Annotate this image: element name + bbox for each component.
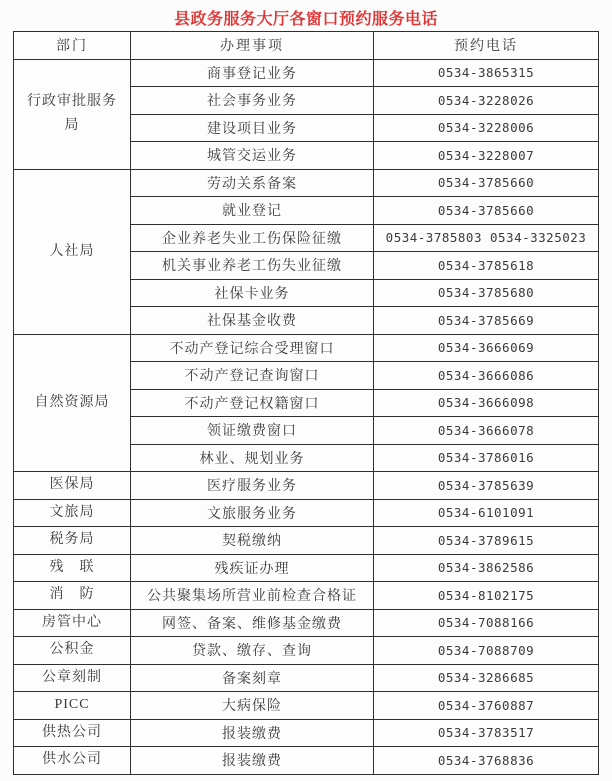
department-cell: 供水公司 (14, 747, 131, 775)
phone-cell: 0534-3789615 (374, 527, 599, 555)
department-cell: 公章刻制 (14, 664, 131, 692)
service-item-cell: 报装缴费 (131, 719, 374, 747)
service-item-cell: 社会事务业务 (131, 87, 374, 115)
department-cell: 文旅局 (14, 499, 131, 527)
header-service-item: 办理事项 (131, 32, 374, 60)
service-item-cell: 商事登记业务 (131, 59, 374, 87)
service-item-cell: 建设项目业务 (131, 114, 374, 142)
table-row (14, 499, 599, 527)
phone-cell: 0534-3228007 (374, 142, 599, 170)
department-cell: 消 防 (14, 582, 131, 610)
table-row (14, 609, 599, 637)
phone-cell: 0534-3228026 (374, 87, 599, 115)
phone-cell: 0534-3666098 (374, 389, 599, 417)
department-cell: 税务局 (14, 527, 131, 555)
service-item-cell: 医疗服务业务 (131, 472, 374, 500)
service-item-cell: 网签、备案、维修基金缴费 (131, 609, 374, 637)
table-row (14, 664, 599, 692)
service-item-cell: 文旅服务业务 (131, 499, 374, 527)
page-title: 县政务服务大厅各窗口预约服务电话 (173, 11, 438, 28)
service-item-cell: 机关事业养老工伤失业征缴 (131, 252, 374, 280)
phone-cell: 0534-8102175 (374, 582, 599, 610)
table-header (14, 32, 599, 60)
service-item-cell: 就业登记 (131, 197, 374, 225)
phone-cell: 0534-3768836 (374, 747, 599, 775)
department-cell: 残 联 (14, 554, 131, 582)
table-row (14, 637, 599, 665)
header-department: 部门 (14, 32, 131, 60)
phone-cell: 0534-3865315 (374, 59, 599, 87)
phone-cell: 0534-3785803 0534-3325023 (374, 224, 599, 252)
table-row (14, 169, 599, 197)
phone-cell: 0534-3783517 (374, 719, 599, 747)
phone-cell: 0534-3786016 (374, 444, 599, 472)
phone-cell: 0534-3760887 (374, 692, 599, 720)
service-item-cell: 契税缴纳 (131, 527, 374, 555)
service-item-cell: 备案刻章 (131, 664, 374, 692)
service-item-cell: 大病保险 (131, 692, 374, 720)
service-item-cell: 不动产登记综合受理窗口 (131, 334, 374, 362)
department-cell: 行政审批服务局 (14, 59, 131, 169)
phone-cell: 0534-3785660 (374, 169, 599, 197)
table-row (14, 582, 599, 610)
service-item-cell: 不动产登记权籍窗口 (131, 389, 374, 417)
table-row (14, 719, 599, 747)
service-item-cell: 劳动关系备案 (131, 169, 374, 197)
table-row (14, 472, 599, 500)
table-row (14, 334, 599, 362)
phone-cell: 0534-3228006 (374, 114, 599, 142)
phone-cell: 0534-3862586 (374, 554, 599, 582)
reservation-phone-table (13, 31, 599, 775)
phone-cell: 0534-3666078 (374, 417, 599, 445)
department-cell: 自然资源局 (14, 334, 131, 472)
phone-cell: 0534-3785618 (374, 252, 599, 280)
department-cell: 医保局 (14, 472, 131, 500)
table-row (14, 692, 599, 720)
table-row (14, 527, 599, 555)
table-body (14, 59, 599, 774)
department-cell: 供热公司 (14, 719, 131, 747)
service-item-cell: 不动产登记查询窗口 (131, 362, 374, 390)
header-row (14, 32, 599, 60)
phone-cell: 0534-7088709 (374, 637, 599, 665)
phone-cell: 0534-3785639 (374, 472, 599, 500)
phone-cell: 0534-3785680 (374, 279, 599, 307)
phone-cell: 0534-3666069 (374, 334, 599, 362)
service-item-cell: 公共聚集场所营业前检查合格证 (131, 582, 374, 610)
phone-cell: 0534-3785669 (374, 307, 599, 335)
phone-cell: 0534-3785660 (374, 197, 599, 225)
table-row (14, 59, 599, 87)
service-item-cell: 城管交运业务 (131, 142, 374, 170)
table-row (14, 554, 599, 582)
service-item-cell: 林业、规划业务 (131, 444, 374, 472)
department-cell: PICC (14, 692, 131, 720)
phone-cell: 0534-7088166 (374, 609, 599, 637)
department-cell: 人社局 (14, 169, 131, 334)
phone-cell: 0534-3286685 (374, 664, 599, 692)
department-cell: 公积金 (14, 637, 131, 665)
service-item-cell: 贷款、缴存、查询 (131, 637, 374, 665)
table-row (14, 747, 599, 775)
service-item-cell: 报装缴费 (131, 747, 374, 775)
header-phone: 预约电话 (374, 32, 599, 60)
phone-cell: 0534-3666086 (374, 362, 599, 390)
department-cell: 房管中心 (14, 609, 131, 637)
service-item-cell: 企业养老失业工伤保险征缴 (131, 224, 374, 252)
phone-cell: 0534-6101091 (374, 499, 599, 527)
service-item-cell: 社保卡业务 (131, 279, 374, 307)
service-item-cell: 社保基金收费 (131, 307, 374, 335)
service-item-cell: 领证缴费窗口 (131, 417, 374, 445)
service-item-cell: 残疾证办理 (131, 554, 374, 582)
